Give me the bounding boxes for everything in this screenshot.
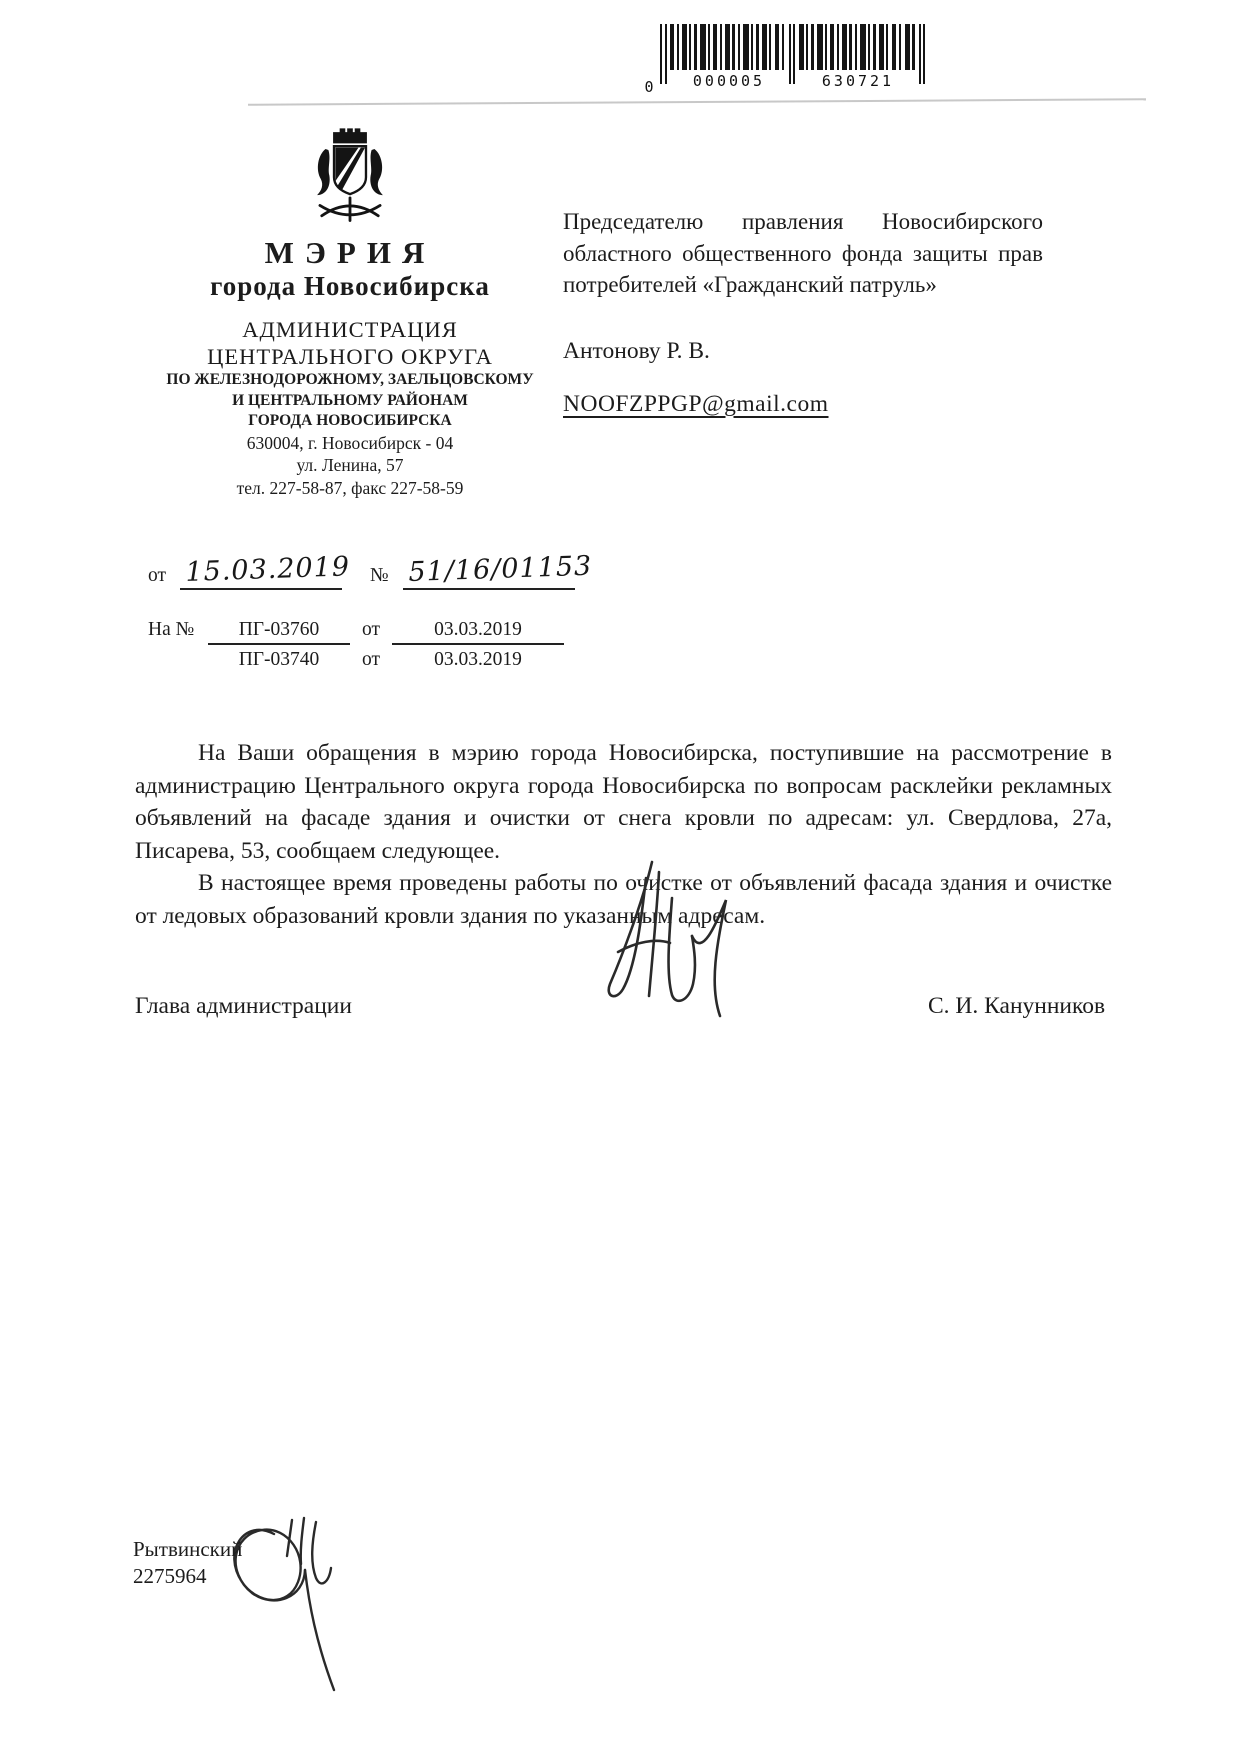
executor-name: Рытвинский — [133, 1537, 243, 1561]
outgoing-reference-line — [148, 550, 593, 590]
body-paragraph-1: На Ваши обращения в мэрию города Новосибирска, поступившие на рассмотрение в администрацию Центрального округа города Новосибирска по вопросам расклейки рекламных объявлений на фасаде здания и очистки от снега кровли по адресам: ул. Свердлова, 27а, Писарева, 53, сообщаем следующее. — [135, 740, 1112, 864]
incoming-reference-block — [148, 616, 564, 673]
org-name-line1: МЭРИЯ — [264, 235, 436, 270]
phone-line: тел. 227-58-87, факс 227-58-59 — [236, 477, 464, 498]
novosibirsk-coat-of-arms-icon — [303, 128, 397, 234]
executor-phone: 2275964 — [133, 1564, 207, 1588]
dept-line4: И ЦЕНТРАЛЬНОМУ РАЙОНАМ — [232, 391, 468, 409]
date-label: от — [148, 565, 167, 586]
reply-number-2: ПГ-03740 — [238, 649, 320, 670]
reply-date-1: 03.03.2019 — [392, 616, 564, 645]
org-name-line2: города Новосибирска — [210, 271, 490, 301]
dept-line3: ПО ЖЕЛЕЗНОДОРОЖНОМУ, ЗАЕЛЬЦОВСКОМУ — [166, 371, 534, 388]
address-line1: 630004, г. Новосибирск - 04 — [246, 432, 454, 453]
letterhead — [130, 128, 570, 499]
number-label: № — [370, 565, 389, 586]
dept-line5: ГОРОДА НОВОСИБИРСКА — [248, 412, 452, 429]
address-line2: ул. Ленина, 57 — [296, 455, 404, 475]
dept-line1: АДМИНИСТРАЦИЯ — [242, 317, 458, 342]
body-paragraph-2: В настоящее время проведены работы по очистке от объявлений фасада здания и очистке от ледовых образований кровли здания по указанным адресам. — [135, 870, 1112, 929]
handwritten-number: 51/16/01153 — [407, 550, 593, 588]
handwritten-date: 15.03.2019 — [184, 551, 351, 588]
handwritten-signature-icon — [560, 856, 775, 1021]
barcode-digits-group2: 630721 — [821, 72, 895, 90]
recipient-address: Председателю правления Новосибирского областного общественного фонда защиты прав потребителей «Гражданский патруль» — [563, 209, 1043, 297]
barcode — [644, 24, 930, 104]
recipient-name: Антонову Р. В. — [563, 337, 710, 364]
executor-block — [133, 1536, 242, 1590]
signer-title: Глава администрации — [135, 993, 352, 1019]
reply-number-1: ПГ-03760 — [208, 616, 350, 645]
date-field — [180, 551, 351, 590]
signer-name: С. И. Канунников — [928, 993, 1106, 1019]
dept-line2: ЦЕНТРАЛЬНОГО ОКРУГА — [207, 344, 493, 369]
barcode-digit-left: 0 — [644, 78, 654, 96]
barcode-digits-group1: 000005 — [692, 72, 766, 90]
reply-date-label-2: от — [361, 649, 380, 670]
reply-label-spacer — [148, 646, 208, 673]
recipient-block — [563, 206, 1043, 418]
reply-label: На № — [148, 619, 195, 640]
number-field — [403, 550, 593, 590]
recipient-email: NOOFZPPGP@gmail.com — [563, 390, 829, 417]
reply-date-2: 03.03.2019 — [434, 649, 522, 670]
reply-date-label-1: от — [361, 619, 380, 640]
